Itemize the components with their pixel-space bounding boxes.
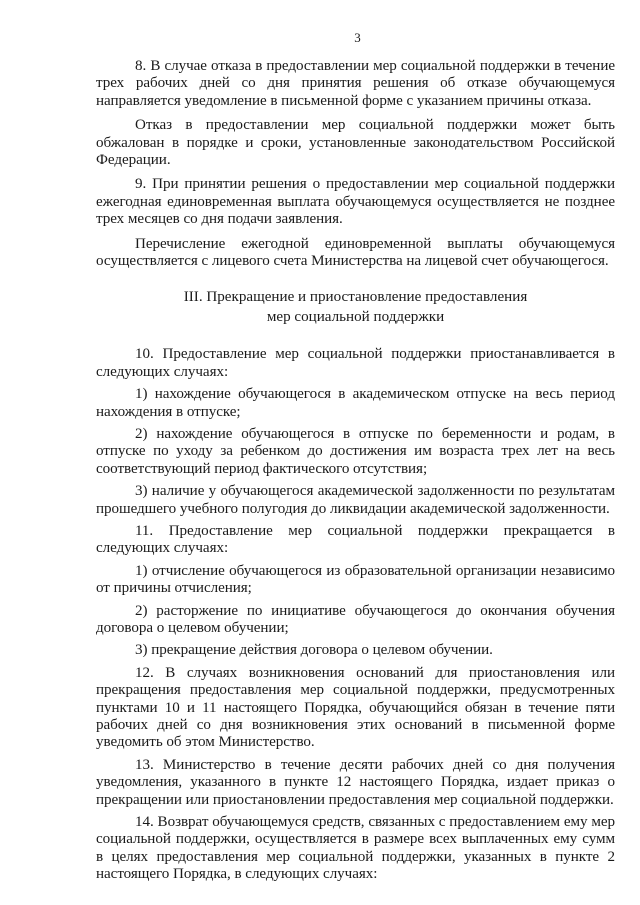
document-page <box>96 30 615 884</box>
paragraph-8: 8. В случае отказа в предоставлении мер социальной поддержки в течение трех рабочих дней со дня принятия решения об отказе обучающемуся направляется уведомление в письменной форме с указанием причины отказа. <box>96 58 615 109</box>
paragraph-9: 9. При принятии решения о предоставлении мер социальной поддержки ежегодная единовременная выплата обучающемуся осуществляется не позднее трех месяцев со дня подачи заявления. <box>96 176 615 228</box>
section-heading-line-2: мер социальной поддержки <box>266 308 445 325</box>
section-heading-line-1: III. Прекращение и приостановление предоставления <box>183 289 528 306</box>
paragraph-10-item-3: 3) наличие у обучающегося академической задолженности по результатам прошедшего учебного полугодия до ликвидации академической задолженности. <box>96 483 615 517</box>
paragraph-13: 13. Министерство в течение десяти рабочих дней со дня получения уведомления, указанного в пункте 12 настоящего Порядка, издает приказ о прекращении или приостановлении предоставления мер социальной поддержки. <box>96 756 615 808</box>
paragraph-10-item-1: 1) нахождение обучающегося в академическом отпуске на весь период нахождения в отпуске; <box>96 386 615 420</box>
paragraph-11: 11. Предоставление мер социальной поддержки прекращается в следующих случаях: <box>96 522 615 557</box>
paragraph-10: 10. Предоставление мер социальной поддержки приостанавливается в следующих случаях: <box>96 346 615 380</box>
paragraph-10-item-2: 2) нахождение обучающегося в отпуске по беременности и родам, в отпуске по уходу за ребенком до достижения им возраста трех лет на весь соответствующий период фактического отсутствия; <box>96 425 615 477</box>
paragraph-12: 12. В случаях возникновения оснований для приостановления или прекращения предоставления мер социальной поддержки, предусмотренных пунктами 10 и 11 настоящего Порядка, обучающийся обязан в течение пяти рабочих дней со дня возникновения этих оснований в письменной форме уведомить об этом Министерство. <box>96 664 615 751</box>
paragraph-11-item-2: 2) расторжение по инициативе обучающегося до окончания обучения договора о целевом обучении; <box>96 602 615 636</box>
section-heading <box>96 289 615 326</box>
page-number: 3 <box>354 30 361 45</box>
paragraph-14: 14. Возврат обучающемуся средств, связанных с предоставлением ему мер социальной поддержки, осуществляется в размере всех выплаченных ему сумм в целях предоставления мер социальной поддержки, указанных в пункте 2 настоящего Порядка, в следующих случаях: <box>96 814 615 883</box>
paragraph-refusal-appeal: Отказ в предоставлении мер социальной поддержки может быть обжалован в порядке и сроки, установленные законодательством Российской Федерации. <box>96 117 615 169</box>
paragraph-transfer: Перечисление ежегодной единовременной выплаты обучающемуся осуществляется с лицевого счета Министерства на лицевой счет обучающегося. <box>96 235 615 270</box>
paragraph-11-item-3: 3) прекращение действия договора о целевом обучении. <box>135 642 493 659</box>
paragraph-11-item-1: 1) отчисление обучающегося из образовательной организации независимо от причины отчисления; <box>96 562 615 597</box>
